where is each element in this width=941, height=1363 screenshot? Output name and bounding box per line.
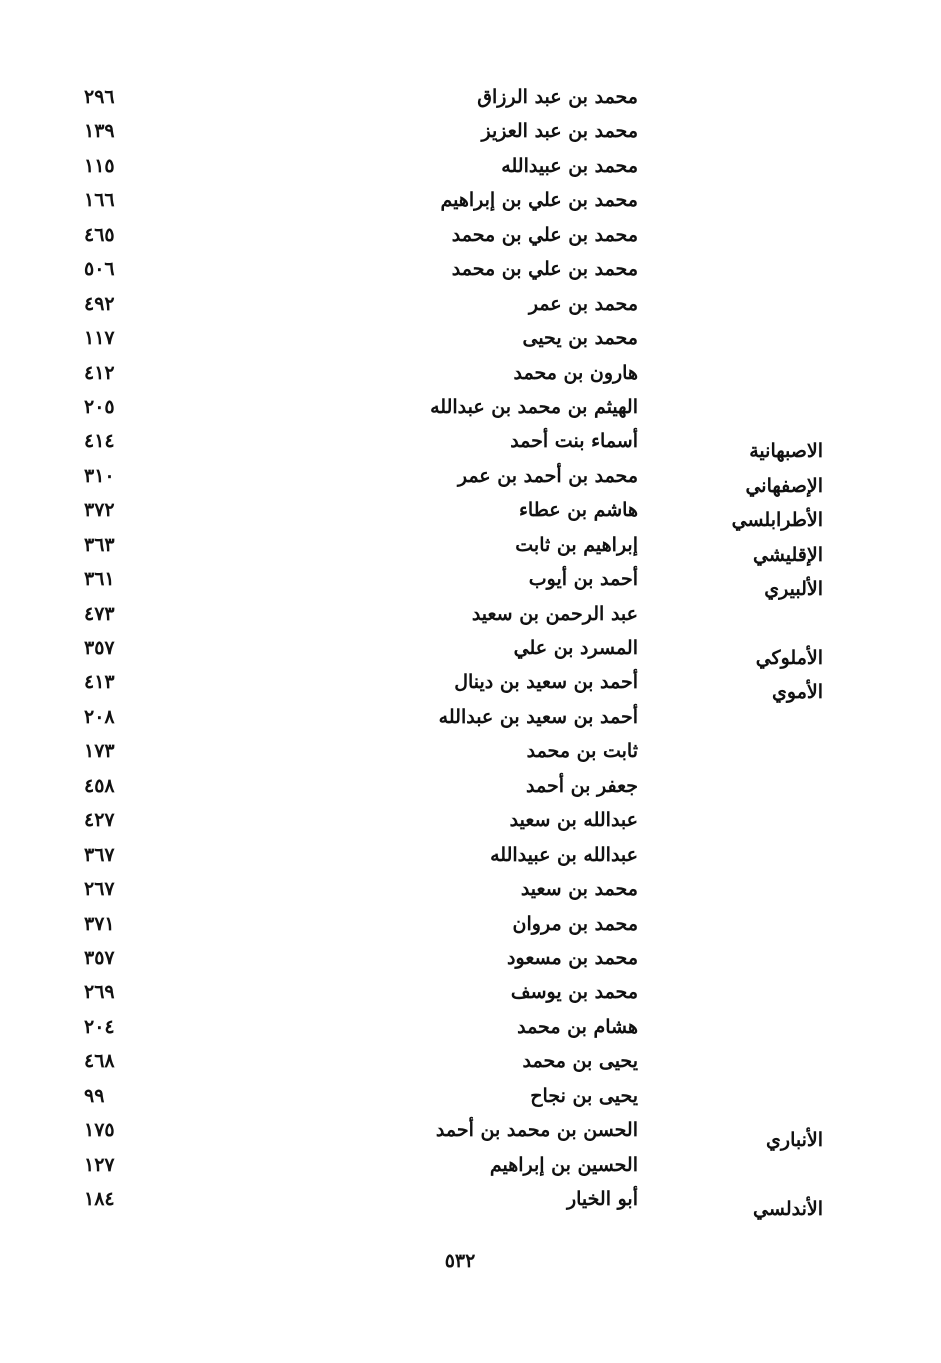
entry-nisba: الإصفهاني [745,474,823,497]
index-entry [0,700,941,734]
entry-page-ref: ١٧٥ [84,1119,115,1142]
entry-page-ref: ٣٥٧ [84,637,115,659]
entry-nisba: الأموي [772,681,823,704]
index-entry [0,218,941,252]
index-entry [0,114,941,148]
entry-name: أحمد بن سعيد بن عبدالله [438,705,638,728]
entry-page-ref: ٢٠٤ [84,1015,115,1038]
index-entry [0,907,941,941]
entry-name: محمد بن يحيى [522,327,638,350]
index-entry [0,1044,941,1078]
entry-page-ref: ١٢٧ [84,1153,115,1176]
entry-name: أحمد بن سعيد بن دينال [454,671,638,694]
entry-nisba [663,734,823,744]
index-entry [0,803,941,837]
entry-page-ref: ٤١٢ [84,361,115,384]
entry-nisba [663,803,823,813]
entry-name: محمد بن عبد العزيز [481,120,638,143]
entry-nisba: الإقليشي [752,543,823,566]
entry-nisba: الأندلسي [753,1198,823,1220]
index-entry [0,1148,941,1182]
entry-name: هشام بن محمد [517,1015,638,1038]
entry-nisba [663,597,823,607]
index-entry [0,975,941,1009]
entry-page-ref: ٣٦٧ [84,843,115,866]
index-entry [0,390,941,424]
index-entry [0,1079,941,1113]
entry-page-ref: ٢٩٦ [84,86,115,108]
entry-nisba [663,321,823,331]
entry-page-ref: ٣١٠ [84,464,115,487]
entry-name: أحمد بن أيوب [528,568,638,591]
entry-nisba [663,183,823,193]
index-entry [0,1010,941,1044]
entry-name: هارون بن محمد [513,361,638,384]
entry-name: محمد بن عمر [528,292,638,315]
entry-page-ref: ٤٩٢ [84,292,115,315]
entry-name: الحسين بن إبراهيم [489,1153,638,1176]
entry-name: المسرد بن علي [513,637,638,659]
entry-nisba [663,1079,823,1089]
entry-page-ref: ١١٧ [84,327,115,350]
index-entry [0,252,941,286]
index-entry [0,941,941,975]
index-entry [0,80,941,114]
entry-name: الحسن بن محمد بن أحمد [435,1119,638,1142]
index-entry [0,1113,941,1152]
index-entry [0,562,941,601]
entry-page-ref: ١٧٣ [84,740,115,763]
entry-name: محمد بن عبد الرزاق [477,86,638,108]
entry-page-ref: ٤٢٧ [84,809,115,832]
index-entry [0,356,941,390]
entry-page-ref: ٣٥٧ [84,946,115,969]
entry-page-ref: ٣٦١ [84,568,115,591]
entry-nisba [663,390,823,400]
entry-name: ثابت بن محمد [526,740,638,763]
index-entry [0,631,941,669]
entry-name: محمد بن علي بن إبراهيم [440,189,638,212]
entry-name: عبدالله بن سعيد [509,809,638,832]
entry-page-ref: ٤٥٨ [84,774,115,797]
entry-name: محمد بن سعيد [520,878,638,901]
index-entry [0,872,941,906]
entry-name: محمد بن يوسف [510,981,638,1004]
entry-nisba [663,838,823,848]
entry-page-ref: ٤١٣ [84,671,115,694]
entry-page-ref: ٢٠٥ [84,395,115,418]
index-entry [0,734,941,768]
entry-name: محمد بن مروان [512,912,638,935]
entry-name: عبدالله بن عبيدالله [490,843,638,866]
index-entry [0,528,941,566]
index-entry [0,493,941,532]
index-entry [0,424,941,463]
entry-nisba [663,287,823,297]
entry-name: يحيى بن نجاح [530,1084,638,1107]
index-entry [0,665,941,704]
entry-page-ref: ١٨٤ [84,1188,115,1210]
entry-page-ref: ٢٠٨ [84,705,115,728]
index-entry [0,321,941,355]
entry-nisba [663,941,823,951]
entry-nisba [663,872,823,882]
entry-nisba [663,80,823,90]
entry-page-ref: ٥٠٦ [84,258,115,281]
index-entry [0,183,941,217]
entry-nisba: الأملوكي [755,647,823,669]
entry-page-ref: ٣٧١ [84,912,115,935]
page-number: ٥٣٢ [444,1250,476,1272]
entry-page-ref: ١٣٩ [84,120,115,143]
index-entry [0,149,941,183]
entry-page-ref: ٩٩ [84,1084,105,1107]
entry-page-ref: ٤٦٨ [84,1050,115,1073]
entry-nisba: الاصبهانية [749,440,823,463]
entry-nisba [663,114,823,124]
entry-nisba: الألبيري [764,578,823,601]
entry-nisba: الأطرابلسي [731,509,823,532]
entry-page-ref: ٢٦٧ [84,878,115,901]
entry-name: محمد بن مسعود [507,946,638,969]
entry-page-ref: ٣٦٣ [84,533,115,556]
entry-nisba [663,907,823,917]
entry-name: أسماء بنت أحمد [510,430,638,453]
entry-name: جعفر بن أحمد [526,774,638,797]
entry-name: عبد الرحمن بن سعيد [471,602,638,625]
entry-nisba [663,218,823,228]
entry-name: هاشم بن عطاء [518,499,638,522]
entry-nisba: الأنباري [766,1129,823,1152]
entry-page-ref: ٣٧٢ [84,499,115,522]
entry-nisba [663,769,823,779]
entry-nisba [663,356,823,366]
entry-page-ref: ١١٥ [84,154,115,177]
entry-name: أبو الخيار [566,1188,638,1210]
entry-page-ref: ٢٦٩ [84,981,115,1004]
entry-name: محمد بن علي بن محمد [451,223,638,246]
index-entry [0,1182,941,1220]
entry-nisba [663,1148,823,1158]
entry-page-ref: ١٦٦ [84,189,115,212]
entry-name: محمد بن أحمد بن عمر [457,464,638,487]
entry-name: محمد بن عبيدالله [501,154,638,177]
entry-page-ref: ٤١٤ [84,430,115,453]
index-list [0,80,941,1220]
entry-nisba [663,1010,823,1020]
index-entry [0,838,941,872]
entry-nisba [663,149,823,159]
entry-name: الهيثم بن محمد بن عبدالله [430,395,638,418]
index-entry [0,769,941,803]
entry-name: يحيى بن محمد [522,1050,638,1073]
entry-page-ref: ٤٦٥ [84,223,115,246]
entry-page-ref: ٤٧٣ [84,602,115,625]
entry-name: إبراهيم بن ثابت [515,533,638,556]
entry-nisba [663,700,823,710]
entry-nisba [663,1044,823,1054]
entry-nisba [663,252,823,262]
index-entry [0,287,941,321]
index-entry [0,459,941,497]
entry-nisba [663,975,823,985]
index-entry [0,597,941,631]
entry-name: محمد بن علي بن محمد [451,258,638,281]
